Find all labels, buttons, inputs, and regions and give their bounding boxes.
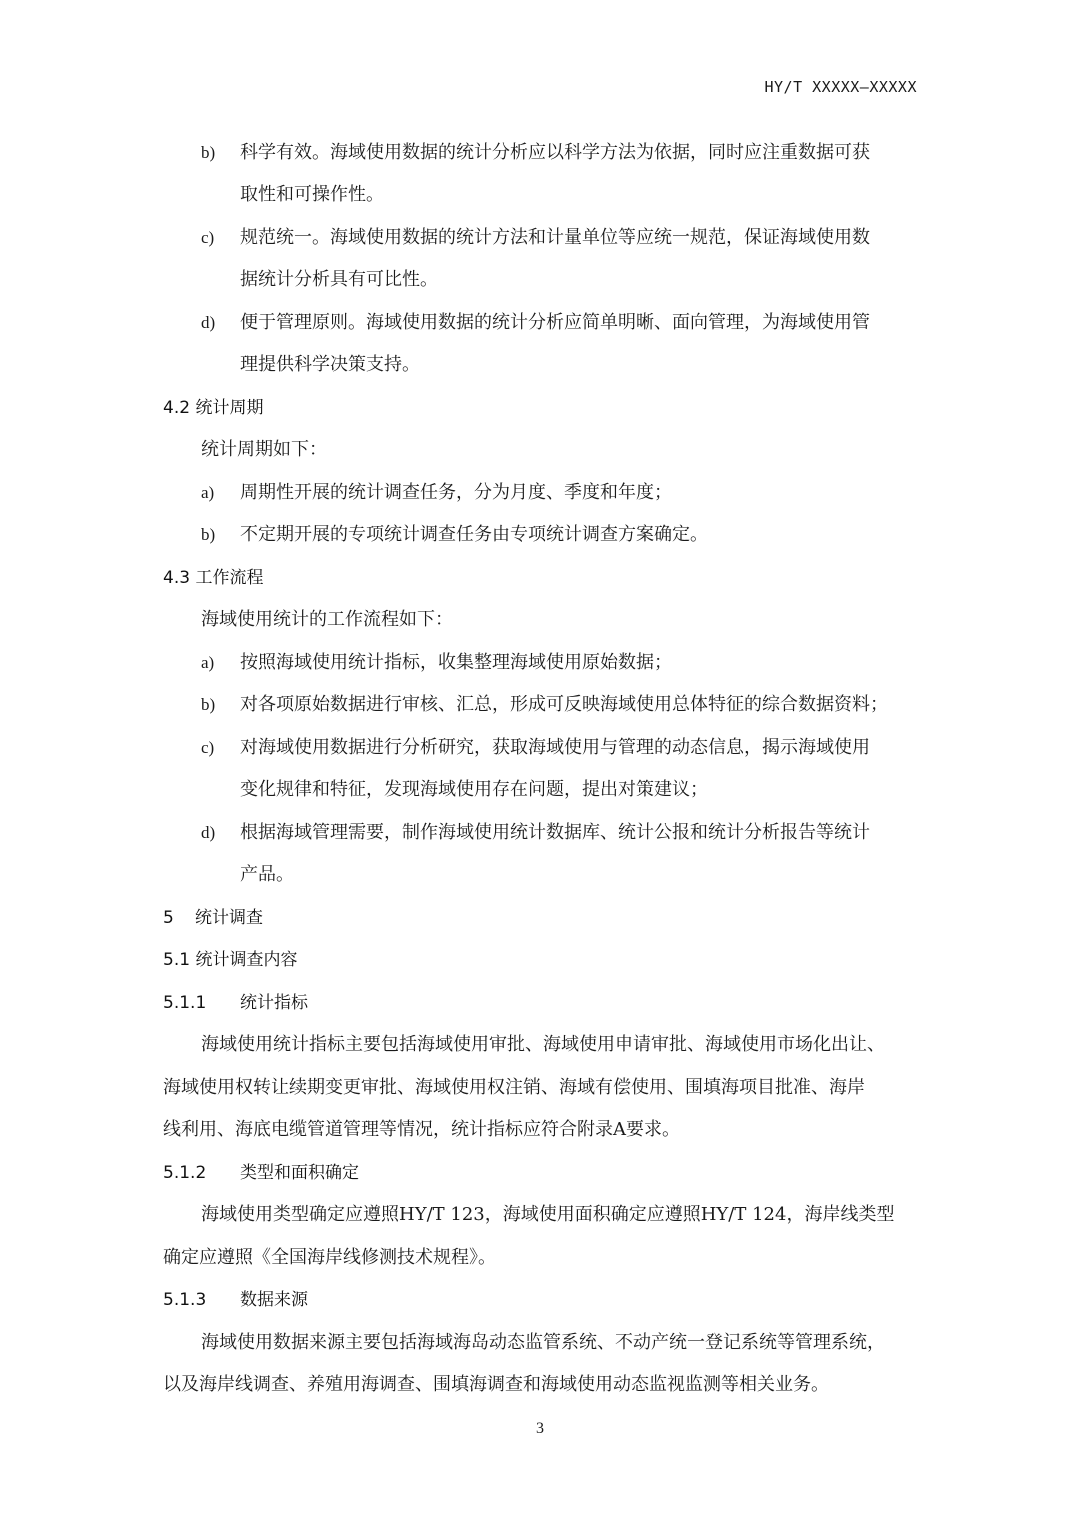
section-title: 统计调查 xyxy=(195,908,263,928)
document-code-header: HY/T XXXXX—XXXXX xyxy=(764,78,917,96)
list-item-text: 便于管理原则。海域使用数据的统计分析应简单明晰、面向管理，为海域使用管 xyxy=(240,312,870,333)
paragraph-line: 线利用、海底电缆管道管理等情况，统计指标应符合附录A要求。 xyxy=(163,1119,680,1140)
section-number: 5 xyxy=(163,908,174,928)
section-heading-5-1-3 xyxy=(163,1289,308,1311)
section-heading-5-1-1 xyxy=(163,992,308,1014)
list-marker: d) xyxy=(201,823,216,842)
list-item-text: 取性和可操作性。 xyxy=(240,184,384,205)
list-item-text: 根据海域管理需要，制作海域使用统计数据库、统计公报和统计分析报告等统计 xyxy=(240,822,870,843)
list-marker: c) xyxy=(201,228,215,247)
paragraph-line: 海域使用权转让续期变更审批、海域使用权注销、海域有偿使用、围填海项目批准、海岸 xyxy=(163,1077,865,1098)
page-number: 3 xyxy=(536,1420,544,1437)
paragraph-line: 以及海岸线调查、养殖用海调查、围填海调查和海域使用动态监视监测等相关业务。 xyxy=(163,1374,829,1395)
section-title: 统计指标 xyxy=(240,993,308,1013)
list-item-text: 周期性开展的统计调查任务，分为月度、季度和年度； xyxy=(240,482,672,503)
section-heading-4-3 xyxy=(163,567,263,589)
paragraph-line: 海域使用统计指标主要包括海域使用审批、海域使用申请审批、海域使用市场化出让、 xyxy=(201,1034,885,1055)
section-number: 5.1.2 xyxy=(163,1163,207,1183)
list-item-text: 对各项原始数据进行审核、汇总，形成可反映海域使用总体特征的综合数据资料； xyxy=(240,694,888,715)
section-title: 统计周期 xyxy=(195,398,264,418)
section-title: 类型和面积确定 xyxy=(240,1163,359,1183)
paragraph-line: 海域使用数据来源主要包括海域海岛动态监管系统、不动产统一登记系统等管理系统， xyxy=(201,1332,885,1353)
section-number: 4.3 xyxy=(163,568,191,588)
list-marker: a) xyxy=(201,653,215,672)
list-marker: d) xyxy=(201,313,216,332)
list-marker: b) xyxy=(201,695,216,714)
section-number: 5.1.3 xyxy=(163,1290,207,1310)
list-item-text: 科学有效。海域使用数据的统计分析应以科学方法为依据，同时应注重数据可获 xyxy=(240,142,870,163)
list-item-text: 理提供科学决策支持。 xyxy=(240,354,420,375)
section-title: 数据来源 xyxy=(240,1290,308,1310)
paragraph: 统计周期如下： xyxy=(201,439,327,460)
section-heading-5 xyxy=(163,907,263,929)
list-item-text: 变化规律和特征，发现海域使用存在问题，提出对策建议； xyxy=(240,779,708,800)
section-number: 5.1 xyxy=(163,950,191,970)
list-item-text: 据统计分析具有可比性。 xyxy=(240,269,438,290)
list-marker: b) xyxy=(201,525,216,544)
section-title: 工作流程 xyxy=(195,568,264,588)
section-number: 4.2 xyxy=(163,398,191,418)
list-item-text: 规范统一。海域使用数据的统计方法和计量单位等应统一规范，保证海域使用数 xyxy=(240,227,870,248)
paragraph-line: 确定应遵照《全国海岸线修测技术规程》。 xyxy=(163,1247,496,1268)
list-marker: b) xyxy=(201,143,216,162)
list-item-text: 对海域使用数据进行分析研究，获取海域使用与管理的动态信息，揭示海域使用 xyxy=(240,737,870,758)
section-number: 5.1.1 xyxy=(163,993,207,1013)
list-item-text: 产品。 xyxy=(240,864,294,885)
paragraph-line: 海域使用类型确定应遵照HY/T 123，海域使用面积确定应遵照HY/T 124，海岸线类型 xyxy=(201,1204,895,1225)
list-item-text: 不定期开展的专项统计调查任务由专项统计调查方案确定。 xyxy=(240,524,708,545)
section-title: 统计调查内容 xyxy=(195,950,298,970)
list-marker: c) xyxy=(201,738,215,757)
section-heading-4-2 xyxy=(163,397,263,419)
list-item-text: 按照海域使用统计指标，收集整理海域使用原始数据； xyxy=(240,652,672,673)
section-heading-5-1-2 xyxy=(163,1162,359,1184)
section-heading-5-1 xyxy=(163,949,297,971)
paragraph: 海域使用统计的工作流程如下： xyxy=(201,609,453,630)
list-marker: a) xyxy=(201,483,215,502)
